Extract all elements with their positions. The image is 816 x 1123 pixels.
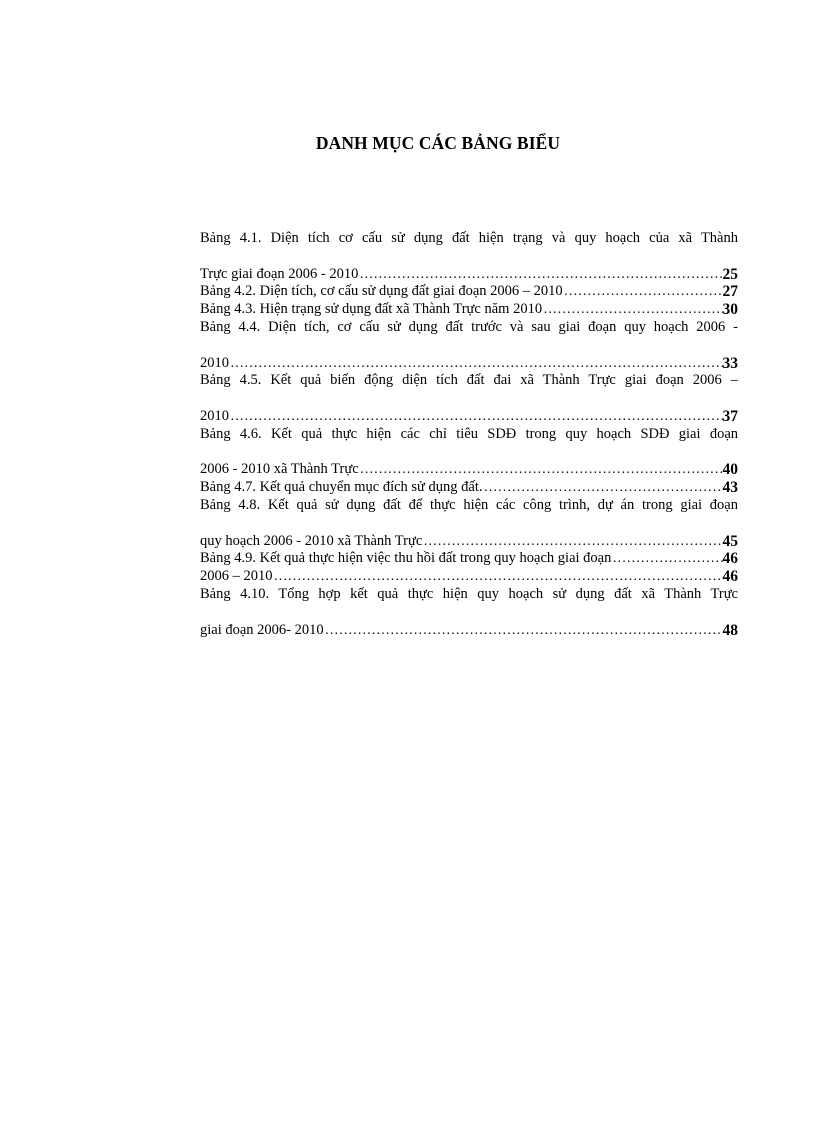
toc-entry[interactable] — [200, 550, 738, 568]
toc-entry-text: giai đoạn 2006- 2010 — [200, 621, 324, 638]
dot-leader — [358, 266, 722, 284]
dot-leader — [229, 408, 723, 426]
toc-entry-text: quy hoạch 2006 - 2010 xã Thành Trực — [200, 532, 423, 549]
toc-page-number: 46 — [722, 568, 738, 586]
dot-leader — [483, 479, 723, 497]
toc-entry-text: Bảng 4.1. Diện tích cơ cấu sử dụng đất hiện trạng và quy hoạch của xã Thành — [200, 230, 738, 246]
toc-entry[interactable] — [200, 301, 738, 319]
toc-page-number: 45 — [722, 532, 738, 550]
dot-leader — [542, 301, 722, 319]
toc-entry-text: Bảng 4.9. Kết quả thực hiện việc thu hồi đất trong quy hoạch giai đoạn — [200, 550, 612, 567]
dot-leader — [229, 355, 723, 373]
toc-entry-text: Bảng 4.10. Tổng hợp kết quả thực hiện quy hoạch sử dụng đất xã Thành Trực — [200, 585, 738, 602]
toc-entry-text: 2006 - 2010 xã Thành Trực — [200, 461, 359, 478]
dot-leader — [359, 461, 723, 479]
toc-entry[interactable] — [200, 497, 738, 550]
toc-page-number: 37 — [722, 407, 738, 425]
toc-entry-text: 2010 — [200, 407, 229, 424]
dot-leader — [611, 550, 722, 568]
toc-page-number: 27 — [722, 283, 738, 301]
dot-leader — [273, 568, 723, 586]
toc-entry-text: Bảng 4.2. Diện tích, cơ cấu sử dụng đất giai đoạn 2006 – 2010 — [200, 283, 563, 300]
toc-entry[interactable] — [200, 283, 738, 301]
toc-entry[interactable] — [200, 568, 738, 586]
toc-entry[interactable] — [200, 479, 738, 497]
toc-entry-text: Trực giai đoạn 2006 - 2010 — [200, 265, 359, 282]
toc-page-number: 43 — [722, 479, 738, 497]
toc-entry[interactable] — [200, 586, 738, 639]
toc-page-number: 25 — [722, 265, 738, 283]
toc-entry-text: Bảng 4.5. Kết quả biến động diện tích đất đai xã Thành Trực giai đoạn 2006 – — [200, 372, 738, 389]
toc-entry[interactable] — [200, 372, 738, 425]
toc-entry-text: Bảng 4.4. Diện tích, cơ cấu sử dụng đất trước và sau giai đoạn quy hoạch 2006 - — [200, 318, 738, 335]
toc-page-number: 40 — [722, 461, 738, 479]
toc-entry-text: Bảng 4.6. Kết quả thực hiện các chỉ tiêu SDĐ trong quy hoạch SDĐ giai đoạn — [200, 425, 738, 442]
toc-entry-text: Bảng 4.3. Hiện trạng sử dụng đất xã Thành Trực năm 2010 — [200, 301, 543, 318]
toc-entry-text: Bảng 4.8. Kết quả sử dụng đất để thực hiện các công trình, dự án trong giai đoạn — [200, 496, 738, 513]
toc-page-number: 46 — [722, 550, 738, 568]
dot-leader — [422, 533, 722, 551]
page-title: DANH MỤC CÁC BẢNG BIỂU — [315, 133, 561, 153]
toc-entry[interactable] — [200, 319, 738, 372]
toc-page-number: 48 — [722, 621, 738, 639]
toc-entry-text: Bảng 4.7. Kết quả chuyển mục đích sử dụng đất. — [200, 479, 483, 496]
toc-page-number: 33 — [722, 354, 738, 372]
dot-leader — [324, 622, 723, 640]
toc-page-number: 30 — [722, 301, 738, 319]
dot-leader — [563, 283, 723, 301]
table-list — [200, 230, 738, 639]
toc-entry-text: 2010 — [200, 354, 229, 371]
toc-entry[interactable] — [200, 230, 738, 283]
toc-entry-text: 2006 – 2010 — [200, 568, 273, 585]
toc-entry[interactable] — [200, 426, 738, 479]
